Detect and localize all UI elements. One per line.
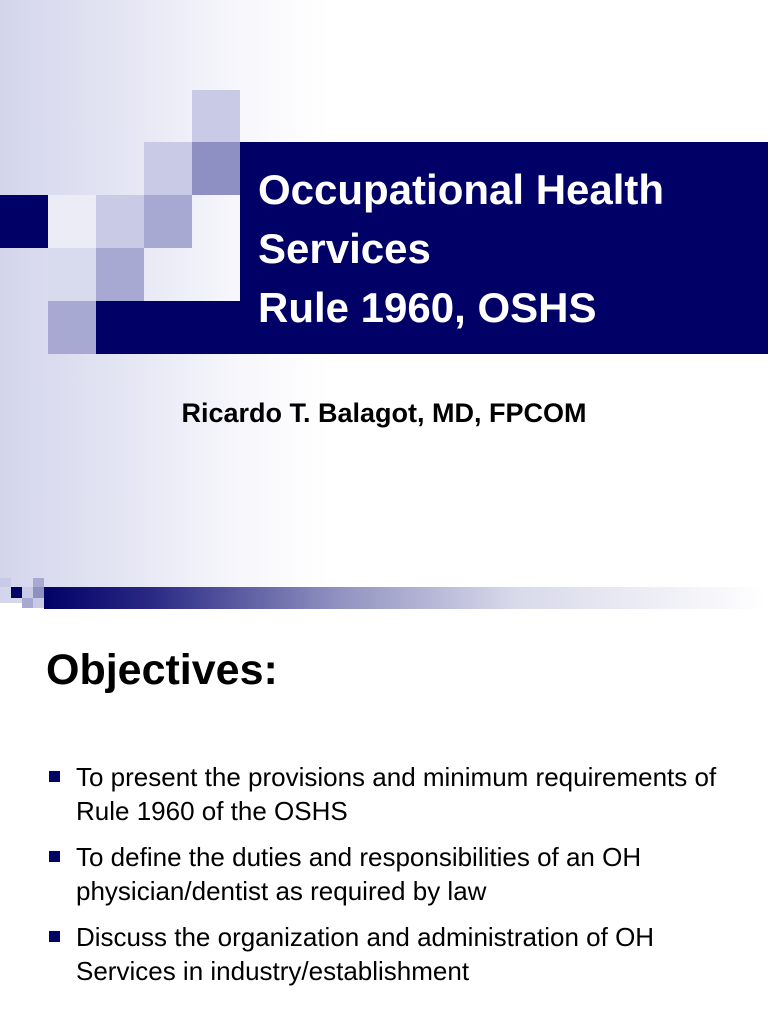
- bullet-text: To define the duties and responsibilities of an OH physician/dentist as required by law: [76, 842, 642, 906]
- deco-small-square: [33, 598, 44, 608]
- list-item: [46, 840, 746, 908]
- gradient-bar: [44, 587, 768, 609]
- deco-small-square: [11, 587, 22, 598]
- bullet-text: To present the provisions and minimum requirements of Rule 1960 of the OSHS: [76, 762, 717, 826]
- deco-square: [144, 142, 192, 195]
- deco-square: [96, 248, 144, 301]
- square-bullet-icon: [49, 931, 60, 942]
- bullet-text: Discuss the organization and administration of OH Services in industry/establishment: [76, 922, 655, 986]
- deco-small-square: [33, 578, 44, 587]
- deco-square: [96, 301, 240, 354]
- square-bullet-icon: [49, 851, 60, 862]
- deco-square: [192, 142, 240, 195]
- square-bullet-icon: [49, 771, 60, 782]
- deco-small-square: [22, 598, 33, 608]
- deco-small-square: [0, 578, 11, 587]
- deco-square: [48, 301, 96, 354]
- deco-small-square: [33, 587, 44, 598]
- slide-title: [258, 160, 763, 337]
- title-line-2: Services: [258, 225, 431, 272]
- deco-square: [192, 90, 240, 142]
- deco-square: [48, 248, 96, 301]
- title-line-3: Rule 1960, OSHS: [258, 284, 597, 331]
- deco-small-square: [22, 587, 33, 598]
- author-subtitle: Ricardo T. Balagot, MD, FPCOM: [181, 398, 587, 428]
- objectives-list: [46, 760, 746, 1000]
- deco-square: [48, 195, 96, 248]
- left-navy-block: [0, 195, 48, 248]
- objectives-heading: Objectives:: [46, 646, 278, 694]
- deco-square: [144, 195, 192, 248]
- list-item: [46, 920, 746, 988]
- deco-square: [96, 195, 144, 248]
- title-line-1: Occupational Health: [258, 166, 665, 213]
- list-item: [46, 760, 746, 828]
